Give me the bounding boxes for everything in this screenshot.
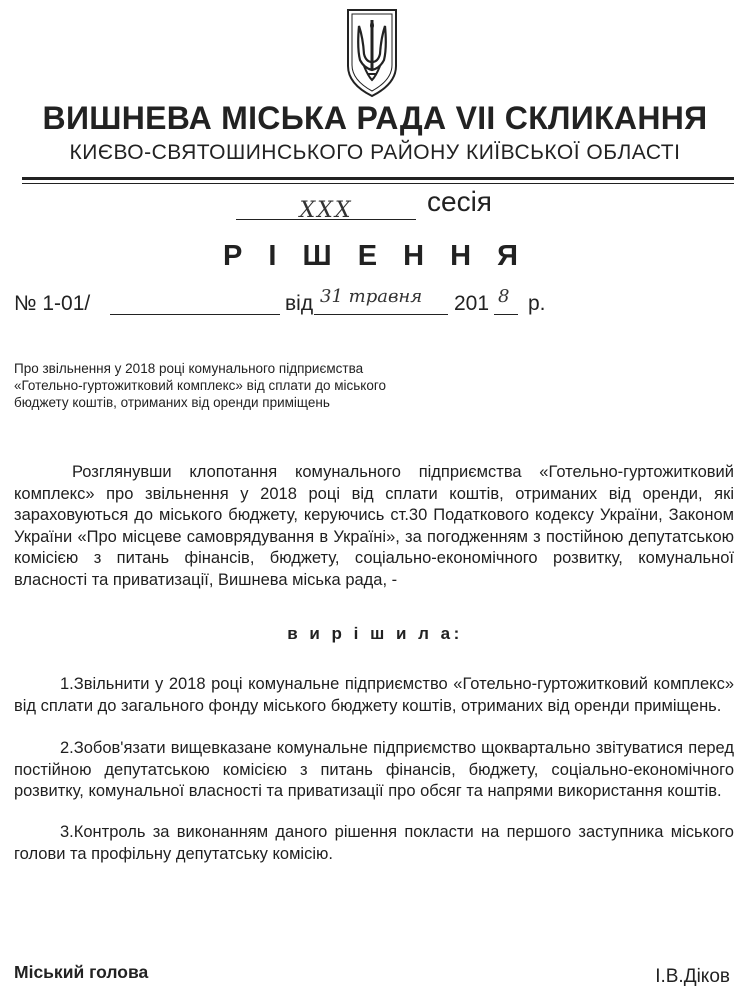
resolution-item: 3.Контроль за виконанням даного рішення покласти на першого заступника міського голови та профільну депутатську комісію.	[14, 823, 734, 863]
subject-line: бюджету коштів, отриманих від оренди приміщень	[14, 395, 330, 410]
resolved-heading: в и р і ш и л а:	[287, 624, 463, 643]
trident-coat-of-arms-icon	[344, 8, 400, 98]
year-prefix: 201	[454, 292, 490, 315]
resolution-item: 2.Зобов'язати вищевказане комунальне підприємство щоквартально звітуватися перед постійною депутатською комісією з питань фінансів, бюджету, соціально-економічного розвитку, комунальної власності та приватизації про обсяг та напрями використання коштів.	[14, 739, 734, 800]
decision-number-prefix: № 1-01/	[14, 292, 91, 315]
year-suffix: р.	[528, 292, 546, 315]
session-number-blank	[236, 183, 416, 223]
signatory-name: І.В.Діков	[655, 966, 730, 987]
signatory-title: Міський голова	[14, 962, 149, 982]
district-subtitle: КИЄВО-СВЯТОШИНСЬКОГО РАЙОНУ КИЇВСЬКОЇ ОБЛАСТІ	[69, 141, 681, 164]
decision-title: Р І Ш Е Н Н Я	[223, 240, 527, 272]
session-handwritten-number: XXX	[299, 198, 353, 223]
year-digit-blank	[494, 288, 518, 315]
date-blank	[314, 288, 448, 315]
handwritten-date: 31 травня	[320, 286, 423, 307]
header-divider-thick	[22, 177, 734, 180]
handwritten-year-digit: 8	[498, 286, 510, 307]
preamble-paragraph: Розглянувши клопотання комунального підприємства «Готельно-гуртожитковий комплекс» про звільнення у 2018 році від сплати коштів, отриманих від оренди, які зараховуються до міського бюджету, керуючись ст.30 Податкового кодексу України, Законом України «Про місцеве самоврядування в Україні», за погодженням з постійною депутатською комісією з питань фінансів, бюджету, соціально-економічного розвитку, комунальної власності та приватизації, Вишнева міська рада, -	[14, 463, 734, 589]
decision-number-blank	[110, 288, 280, 315]
subject-line: Про звільнення у 2018 році комунального підприємства	[14, 361, 364, 376]
session-label: сесія	[427, 186, 492, 217]
decision-subject	[14, 360, 444, 411]
subject-line: «Готельно-гуртожитковий комплекс» від сплати до міського	[14, 378, 386, 393]
date-from-label: від	[285, 292, 314, 315]
decision-number-line	[14, 288, 554, 328]
council-title: ВИШНЕВА МІСЬКА РАДА VII СКЛИКАННЯ	[42, 100, 708, 136]
resolution-item: 1.Звільнити у 2018 році комунальне підприємство «Готельно-гуртожитковий комплекс» від сплати до загального фонду міського бюджету коштів, отриманих від оренди приміщень.	[14, 675, 734, 715]
